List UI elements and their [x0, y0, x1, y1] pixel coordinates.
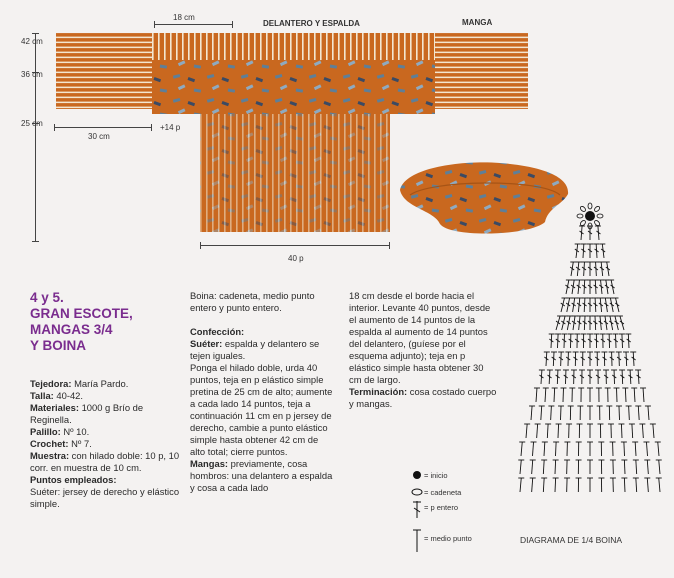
chart-stitch [552, 388, 558, 402]
chart-stitch [618, 424, 624, 438]
chart-stitch [587, 460, 593, 474]
beret-crochet-chart [510, 200, 670, 540]
chart-stitch [607, 298, 613, 312]
chart-stitch [576, 478, 582, 492]
chart-stitch [616, 406, 622, 420]
chart-stitch [633, 478, 639, 492]
pattern-title: 4 y 5. GRAN ESCOTE, MANGAS 3/4 Y BOINA [30, 290, 133, 353]
chart-stitch [539, 370, 545, 384]
chart-stitch [603, 280, 609, 294]
chart-stitch [570, 262, 576, 276]
chart-stitch [545, 424, 551, 438]
chart-stitch [598, 460, 604, 474]
dim-25cm: 25 cm [21, 119, 43, 128]
legend-double: = p entero [424, 503, 458, 512]
chart-stitch [622, 388, 628, 402]
dim-36cm: 36 cm [21, 70, 43, 79]
chart-stitch [619, 334, 625, 348]
chart-stitch [608, 424, 614, 438]
chart-stitch [601, 352, 607, 366]
chart-stitch [574, 334, 580, 348]
chart-stitch [613, 334, 619, 348]
chart-stitch [571, 280, 577, 294]
body-top-ribbing [152, 33, 435, 60]
chart-stitch [639, 424, 645, 438]
chart-stitch [572, 316, 578, 330]
chart-stitch [592, 316, 598, 330]
chart-stitch [587, 406, 593, 420]
chart-stitch [553, 460, 559, 474]
chart-stitch [539, 406, 545, 420]
chart-stitch [567, 316, 573, 330]
chart-stitch [587, 424, 593, 438]
chart-stitch [587, 280, 593, 294]
chart-stitch [581, 262, 587, 276]
dim-line-left [35, 33, 36, 241]
chart-stitch [610, 442, 616, 456]
chart-stitch [579, 226, 585, 240]
chart-stitch [531, 442, 537, 456]
chart-stitch [556, 424, 562, 438]
chart-stitch [518, 478, 524, 492]
chart-stitch [576, 442, 582, 456]
chart-stitch [587, 244, 593, 258]
chart-stitch [650, 424, 656, 438]
chart-stitch [518, 460, 524, 474]
chart-stitch [623, 352, 629, 366]
left-sleeve-panel [56, 33, 152, 109]
chart-stitch [553, 442, 559, 456]
chart-stitch [592, 298, 598, 312]
chart-stitch [608, 280, 614, 294]
chart-stitch [577, 406, 583, 420]
chart-stitch [626, 406, 632, 420]
chart-stitch [561, 334, 567, 348]
chart-stitch [610, 478, 616, 492]
chart-stitch [535, 424, 541, 438]
chart-stitch [635, 406, 641, 420]
chart-stitch [595, 370, 601, 384]
dim-18cm: 18 cm [173, 13, 195, 22]
chart-stitch [602, 316, 608, 330]
chart-stitch [587, 352, 593, 366]
chart-stitch [631, 388, 637, 402]
chart-stitch [564, 478, 570, 492]
double-crochet-symbol-icon [413, 501, 421, 518]
chart-stitch [598, 442, 604, 456]
chart-stitch [596, 388, 602, 402]
chart-stitch [643, 442, 649, 456]
chart-stitch [565, 352, 571, 366]
chart-stitch [573, 352, 579, 366]
chart-stitch [587, 226, 593, 240]
chart-stitch [568, 334, 574, 348]
legend-half-double: = medio punto [424, 534, 472, 543]
chart-stitch [582, 280, 588, 294]
chart-stitch [606, 406, 612, 420]
instructions-column-1: Boina: cadeneta, medio punto entero y punto entero. Confección: Suéter: espalda y delantero se tejen iguales. Ponga el hilado doble, urda 40 puntos, teja en p elástico simple pretina de 25 cm de alto; aumente a cada lado 14 puntos, teja a continuación 11 cm en p jersey de derecho, cambie a punto elástico simple hasta obtener 42 cm de alto total; cierre puntos. Mangas: previamente, cosa hombros: una delantero a espalda y cosa a cada lado [190, 290, 333, 493]
chart-stitch [542, 442, 548, 456]
chart-stitch [599, 244, 605, 258]
chart-start-ring [585, 211, 595, 221]
dim-40p: 40 p [288, 254, 304, 263]
dim-line-30 [54, 127, 152, 128]
details-column: Tejedora: María Pardo. Talla: 40-42. Materiales: 1000 g Brío de Reginella. Palillo: Nº 10. Crochet: Nº 7. Muestra: con hilado doble: 10 p, 10 corr. en muestra de 10 cm. Puntos empleados: Suéter: jersey de derecho y elástico simple. [30, 378, 180, 509]
chart-stitch [597, 316, 603, 330]
chart-stitch [592, 280, 598, 294]
chart-stitch [581, 244, 587, 258]
chart-stitch [541, 478, 547, 492]
chart-stitch [621, 442, 627, 456]
chart-stitch [529, 406, 535, 420]
chart-stitch [644, 460, 650, 474]
chart-stitch [603, 370, 609, 384]
chart-stitch [614, 388, 620, 402]
chart-stitch [578, 388, 584, 402]
chart-stitch [519, 442, 525, 456]
chart-stitch [530, 478, 536, 492]
chart-stitch [575, 244, 581, 258]
chart-stitch [577, 316, 583, 330]
chart-stitch [553, 478, 559, 492]
chart-stitch [569, 388, 575, 402]
body-jersey-band [152, 60, 435, 114]
chart-stitch [587, 370, 593, 384]
chart-stitch [597, 406, 603, 420]
chart-stitch [602, 298, 608, 312]
chart-stitch [587, 388, 593, 402]
chart-caption: DIAGRAMA DE 1/4 BOINA [520, 535, 623, 545]
legend-start: = inicio [424, 471, 448, 480]
chart-stitch [561, 316, 568, 330]
chart-stitch [633, 460, 639, 474]
chart-stitch [587, 478, 593, 492]
chart-stitch [597, 298, 603, 312]
chart-stitch [571, 370, 577, 384]
chart-stitch [605, 388, 611, 402]
chart-stitch [587, 262, 593, 276]
instructions-column-2: 18 cm desde el borde hacia el interior. Levante 40 puntos, desde el aumento de 14 puntos de la espalda al aumento de 14 puntos del delantero, (guíese por el esquema adjunto); teja en p elástico simple hasta obtener 30 cm de largo. Terminación: cosa costado cuerpo y mangas. [349, 290, 497, 409]
chart-stitch [587, 298, 593, 312]
chart-stitch [551, 352, 557, 366]
chart-stitch [619, 370, 625, 384]
chart-stitch [566, 298, 572, 312]
chart-stitch [582, 316, 588, 330]
legend-chain: = cadeneta [424, 488, 462, 497]
chart-stitch [593, 334, 599, 348]
dim-42cm: 42 cm [21, 37, 43, 46]
chart-stitch [563, 370, 569, 384]
chart-stitch [597, 424, 603, 438]
chart-stitch [566, 424, 572, 438]
chart-stitch [594, 352, 600, 366]
chart-stitch [630, 352, 636, 366]
chart-stitch [555, 334, 561, 348]
chart-stitch [598, 262, 604, 276]
chart-stitch [558, 406, 564, 420]
chart-stitch [568, 406, 574, 420]
dim-line-40p [200, 245, 390, 246]
chart-stitch [555, 370, 561, 384]
chart-stitch [613, 298, 620, 312]
chart-stitch [576, 460, 582, 474]
right-sleeve-panel [435, 33, 528, 109]
chart-stitch [577, 298, 583, 312]
chart-stitch [565, 280, 571, 294]
chart-stitch [610, 460, 616, 474]
chart-stitch [629, 424, 635, 438]
chart-stitch [534, 388, 540, 402]
chart-stitch [561, 298, 568, 312]
chart-stitch [611, 370, 617, 384]
chart-stitch [627, 370, 633, 384]
chart-stitch [606, 334, 612, 348]
chain-symbol-icon [412, 489, 422, 495]
chart-stitch [576, 262, 582, 276]
dim-line-top [154, 24, 232, 25]
chart-stitch [541, 460, 547, 474]
chart-stitch [635, 370, 641, 384]
chart-stitch [587, 442, 593, 456]
chart-stitch [598, 478, 604, 492]
chart-stitch [582, 298, 588, 312]
chart-stitch [543, 388, 549, 402]
chart-stitch [576, 280, 582, 294]
chart-stitch [581, 334, 587, 348]
chart-stitch [564, 442, 570, 456]
chart-stitch [524, 424, 530, 438]
chart-stitch [558, 352, 564, 366]
chart-stitch [656, 460, 662, 474]
chart-stitch [600, 334, 606, 348]
chart-stitch [645, 406, 651, 420]
chart-stitch [564, 460, 570, 474]
chart-stitch [530, 460, 536, 474]
chart-stitch [544, 352, 550, 366]
chart-stitch [632, 442, 638, 456]
chart-stitch [587, 316, 593, 330]
chart-stitch [580, 352, 586, 366]
label-front-back: DELANTERO Y ESPALDA [263, 19, 360, 28]
chart-stitch [577, 424, 583, 438]
chart-stitch [655, 442, 661, 456]
half-double-symbol-icon [413, 530, 421, 552]
chart-stitch [587, 334, 593, 348]
chart-stitch [612, 316, 619, 330]
chart-stitch [560, 388, 566, 402]
chart-stitch [607, 316, 613, 330]
label-sleeve: MANGA [462, 18, 493, 27]
chart-stitch [616, 352, 622, 366]
chart-stitch [644, 478, 650, 492]
dim-plus14p: +14 p [160, 123, 181, 132]
chart-stitch [593, 244, 599, 258]
legend-symbols [405, 468, 430, 568]
chart-stitch [579, 370, 585, 384]
chart-stitch [549, 334, 555, 348]
start-symbol-icon [413, 471, 421, 479]
chart-stitch [621, 460, 627, 474]
chart-stitch [604, 262, 610, 276]
chart-stitch [640, 388, 646, 402]
chart-stitch [547, 370, 553, 384]
chart-stitch [572, 298, 578, 312]
chart-stitch [598, 280, 604, 294]
chart-stitch [595, 226, 601, 240]
chart-stitch [656, 478, 662, 492]
chart-stitch [609, 352, 615, 366]
chart-stitch [621, 478, 627, 492]
chart-stitch [593, 262, 599, 276]
chart-stitch [548, 406, 554, 420]
chart-stitch [625, 334, 631, 348]
dim-30cm: 30 cm [88, 132, 110, 141]
